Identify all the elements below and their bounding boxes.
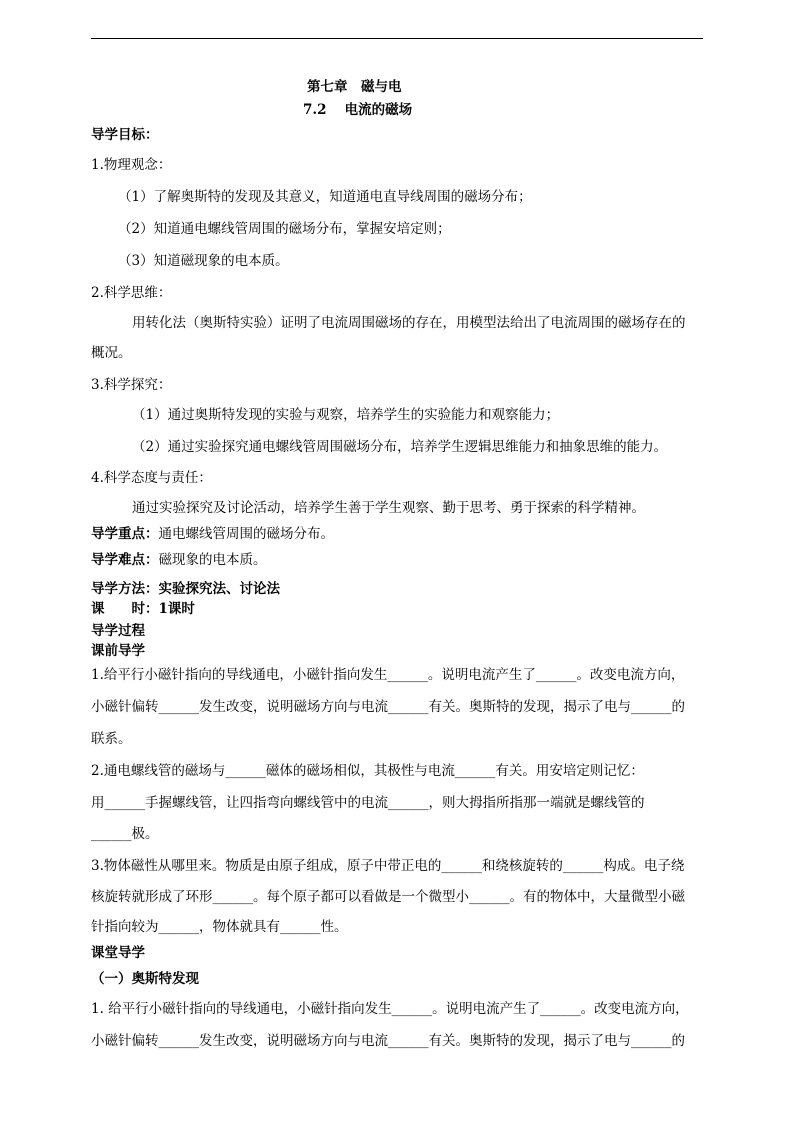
- header-rule: [91, 38, 703, 39]
- section-title: 7.2 电流的磁场: [303, 102, 413, 118]
- preview-q3-line3: 针指向较为______，物体就具有______性。: [91, 919, 348, 935]
- attitude-text: 通过实验探究及讨论活动，培养学生善于学生观察、勤于思考、勇于探索的科学精神。: [132, 500, 645, 516]
- key-point: [91, 525, 334, 543]
- preview-q2-line2: 用______手握螺线管，让四指弯向螺线管中的电流______，则大拇指所指那一端就是螺线管的: [91, 795, 645, 811]
- classroom-subsection: （一）奥斯特发现: [91, 971, 199, 987]
- preview-heading: 课前导学: [91, 643, 145, 659]
- scientific-inquiry-item: （2）通过实验探究通电螺线管周围磁场分布，培养学生逻辑思维能力和抽象思维的能力。: [132, 439, 668, 455]
- classroom-heading: 课堂导学: [91, 945, 145, 961]
- preview-q3-line1: 3.物体磁性从哪里来。物质是由原子组成，原子中带正电的______和绕核旋转的______构成。电子绕: [91, 858, 685, 874]
- difficulty: [91, 551, 267, 569]
- preview-q2-line1: 2.通电螺线管的磁场与______磁体的磁场相似，其极性与电流______有关。用安培定则记忆：: [91, 763, 644, 779]
- physics-concept-item: （2）知道通电螺线管周围的磁场分布，掌握安培定则；: [118, 221, 451, 237]
- physics-concept-heading: 1.物理观念：: [91, 157, 172, 173]
- preview-q1-line1: 1.给平行小磁针指向的导线通电，小磁针指向发生______。说明电流产生了______。改变电流方向，: [91, 667, 685, 683]
- key-point-text: 通电螺线管周围的磁场分布。: [158, 526, 334, 542]
- objectives-heading: 导学目标：: [91, 127, 159, 143]
- lesson-time: 课 时：1课时: [91, 601, 195, 617]
- method: 导学方法：实验探究法、讨论法: [91, 581, 280, 597]
- preview-q1-line2: 小磁针偏转______发生改变，说明磁场方向与电流______有关。奥斯特的发现，揭示了电与______的: [91, 699, 685, 715]
- process-heading: 导学过程: [91, 623, 145, 639]
- physics-concept-item: （1）了解奥斯特的发现及其意义，知道通电直导线周围的磁场分布；: [118, 189, 532, 205]
- attitude-heading: 4.科学态度与责任：: [91, 470, 212, 486]
- difficulty-label: 导学难点：: [91, 552, 159, 568]
- scientific-inquiry-heading: 3.科学探究：: [91, 377, 172, 393]
- physics-concept-item: （3）知道磁现象的电本质。: [118, 253, 289, 269]
- preview-q3-line2: 核旋转就形成了环形______。每个原子都可以看做是一个微型小______。有的物体中，大量微型小磁: [91, 889, 685, 905]
- scientific-thinking-text-cont: 概况。: [91, 345, 132, 361]
- scientific-inquiry-item: （1）通过奥斯特发现的实验与观察，培养学生的实验能力和观察能力；: [132, 407, 560, 423]
- scientific-thinking-heading: 2.科学思维：: [91, 285, 172, 301]
- classroom-q1-line1: 1. 给平行小磁针指向的导线通电，小磁针指向发生______。说明电流产生了______。改变电流方向，: [91, 1001, 689, 1017]
- scientific-thinking-text: 用转化法（奥斯特实验）证明了电流周围磁场的存在，用模型法给出了电流周围的磁场存在的: [132, 315, 686, 331]
- classroom-q1-line2: 小磁针偏转______发生改变，说明磁场方向与电流______有关。奥斯特的发现，揭示了电与______的: [91, 1033, 685, 1049]
- preview-q2-line3: ______极。: [91, 826, 159, 842]
- key-point-label: 导学重点：: [91, 526, 159, 542]
- chapter-title: 第七章 磁与电: [307, 79, 402, 95]
- preview-q1-line3: 联系。: [91, 731, 132, 747]
- difficulty-text: 磁现象的电本质。: [158, 552, 267, 568]
